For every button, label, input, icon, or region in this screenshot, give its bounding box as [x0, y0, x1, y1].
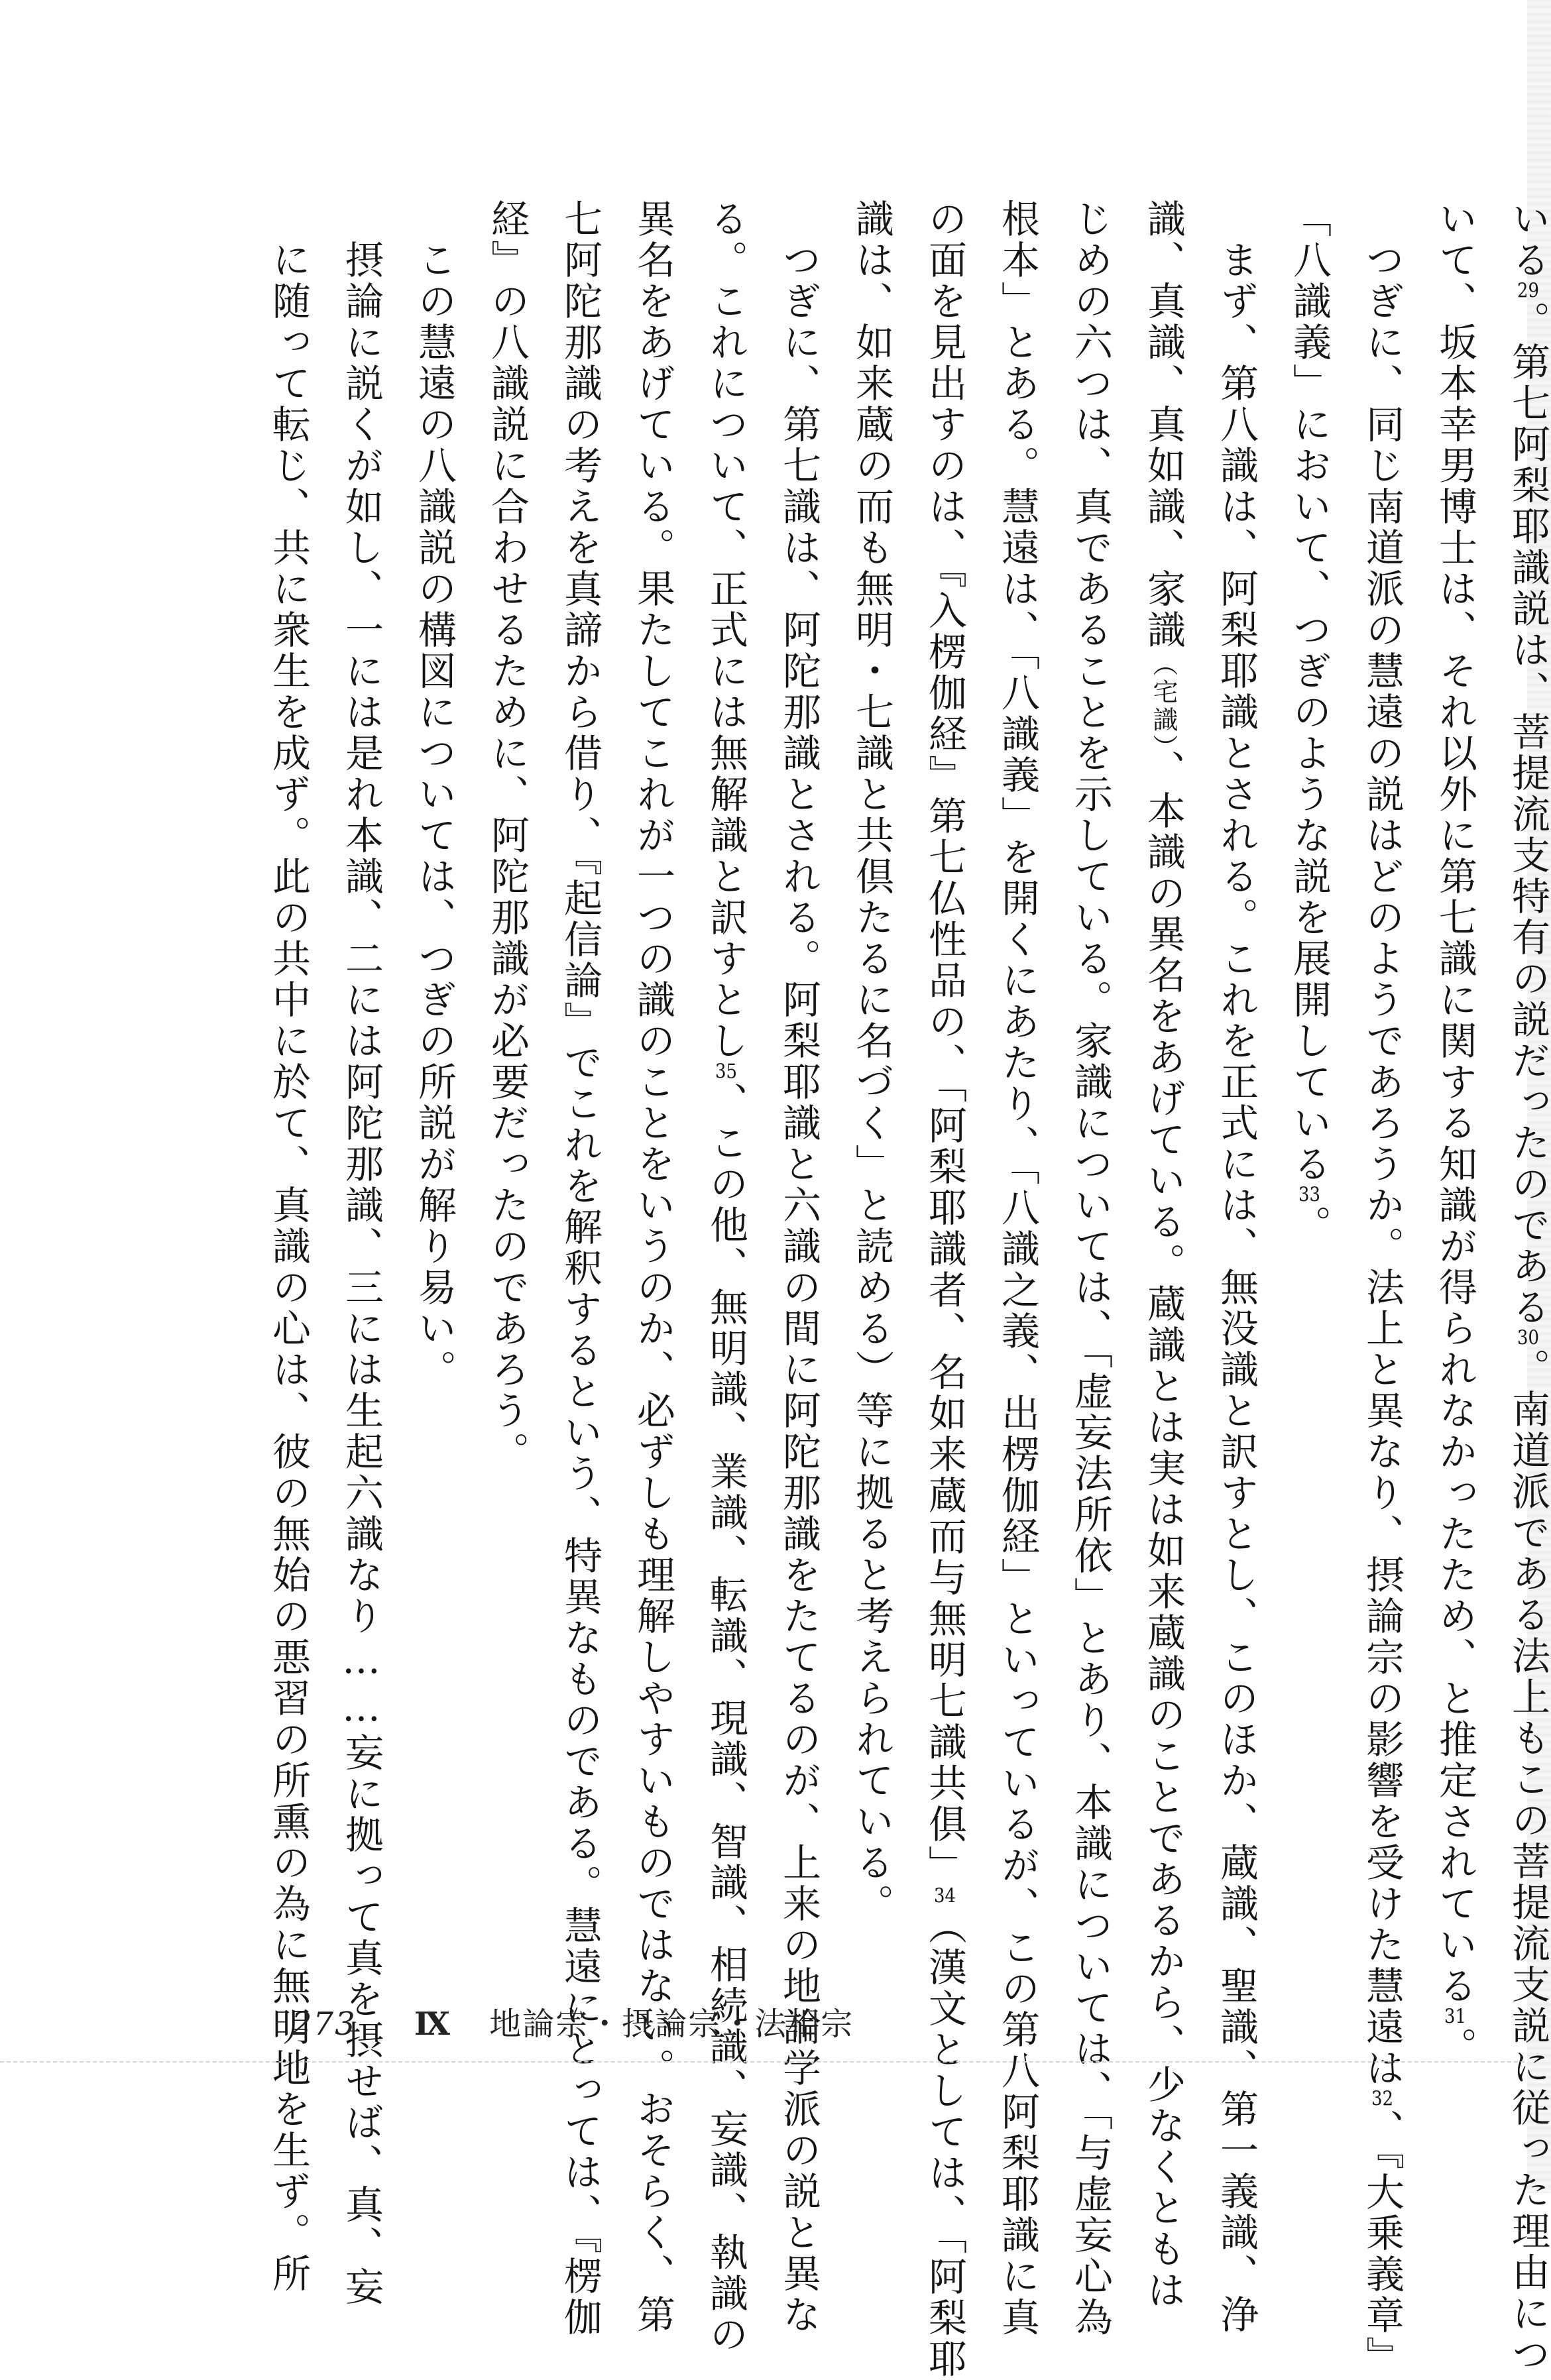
page-footer — [292, 1998, 854, 2044]
text-line-14: 七阿陀那識の考えを真諦から借り、『起信論』でこれを解釈するという、特異なものである。慧遠にとっては、『楞伽 — [557, 199, 603, 2338]
text-line-11: つぎに、第七識は、阿陀那識とされる。阿梨耶識と六識の間に阿陀那識をたてるのが、上来の地論学派の説と異な — [776, 240, 821, 2336]
text-line-4: 「八識義」において、つぎのような説を展開している33。 — [1287, 199, 1332, 1246]
footnote-marker: 32 — [1371, 2089, 1393, 2109]
text-line-15: 経』の八識説に合わせるために、阿陀那識が必要だったのであろう。 — [485, 199, 530, 1473]
page-number: 273 — [292, 2006, 357, 2043]
footnote-marker: 35 — [715, 1062, 737, 1082]
text-line-10: 識は、如来蔵の而も無明・七識と共倶たるに名づく」と読める）等に拠ると考えられている。 — [849, 199, 894, 1925]
footnote-marker: 31 — [1444, 2007, 1466, 2027]
text-line-7: じめの六つは、真であることを示している。家識については、「虚妄法所依」とあり、本識については、「与虚妄心為 — [1068, 199, 1113, 2338]
text-line-13: 異名をあげている。果たしてこれが一つの識のことをいうのか、必ずしも理解しやすいものではない。おそらく、第 — [630, 199, 675, 2336]
quote-line-2: に随って転じ、共に衆生を成ず。此の共中に於て、真識の心は、彼の無始の悪習の所熏の為に無明地を生ず。所 — [266, 240, 311, 2295]
text-line-12: る。これについて、正式には無解識と訳すとし35、この他、無明識、業識、転識、現識、智識、相続識、妄識、執識の — [703, 199, 748, 2355]
footnote-marker: 34 — [934, 1886, 956, 1906]
text-line-6: 識、真識、真如識、家識（宅識）、本識の異名をあげている。蔵識とは実は如来蔵識のことであるから、少なくともは — [1141, 199, 1186, 2311]
text-line-5: まず、第八識は、阿梨耶識とされる。これを正式には、無没識と訳すとし、このほか、蔵識、聖識、第一義識、浄 — [1214, 240, 1259, 2336]
text-line-8: 根本」とある。慧遠は、「八識義」を開くにあたり、「八識之義、出楞伽経」といっているが、この第八阿梨耶識に真 — [995, 199, 1040, 2338]
chapter-title: 地論宗・摂論宗・法相宗 — [489, 2006, 854, 2043]
footnote-marker: 30 — [1517, 1328, 1539, 1348]
text-line-1: いる29。第七阿梨耶識説は、菩提流支特有の説だったのである30。南道派である法上もこの菩提流支説に従った理由につ — [1505, 199, 1550, 2375]
text-line-3: つぎに、同じ南道派の慧遠の説はどのようであろうか。法上と異なり、摂論宗の影響を受けた慧遠は32、『大乗義章』 — [1359, 240, 1405, 2377]
footnote-marker: 29 — [1517, 281, 1539, 301]
divider — [0, 2061, 1524, 2064]
footnote-marker: 33 — [1298, 1185, 1320, 1205]
text-line-16: この慧遠の八識説の構図については、つぎの所説が解り易い。 — [412, 240, 457, 1390]
chapter-numeral: Ⅸ — [414, 2006, 451, 2043]
text-line-9: の面を見出すのは、『入楞伽経』第七仏性品の、「阿梨耶識者、名如来蔵而与無明七識共俱」34（漢文としては、「阿梨耶 — [922, 199, 967, 2380]
text-line-2: いて、坂本幸男博士は、それ以外に第七識に関する知識が得られなかったため、と推定されている31。 — [1432, 199, 1477, 2068]
quote-line-1: 摂論に説くが如し、一には是れ本識、二には阿陀那識、三には生起六識なり……妄に拠って真を摂せば、真、妄 — [339, 240, 384, 2308]
